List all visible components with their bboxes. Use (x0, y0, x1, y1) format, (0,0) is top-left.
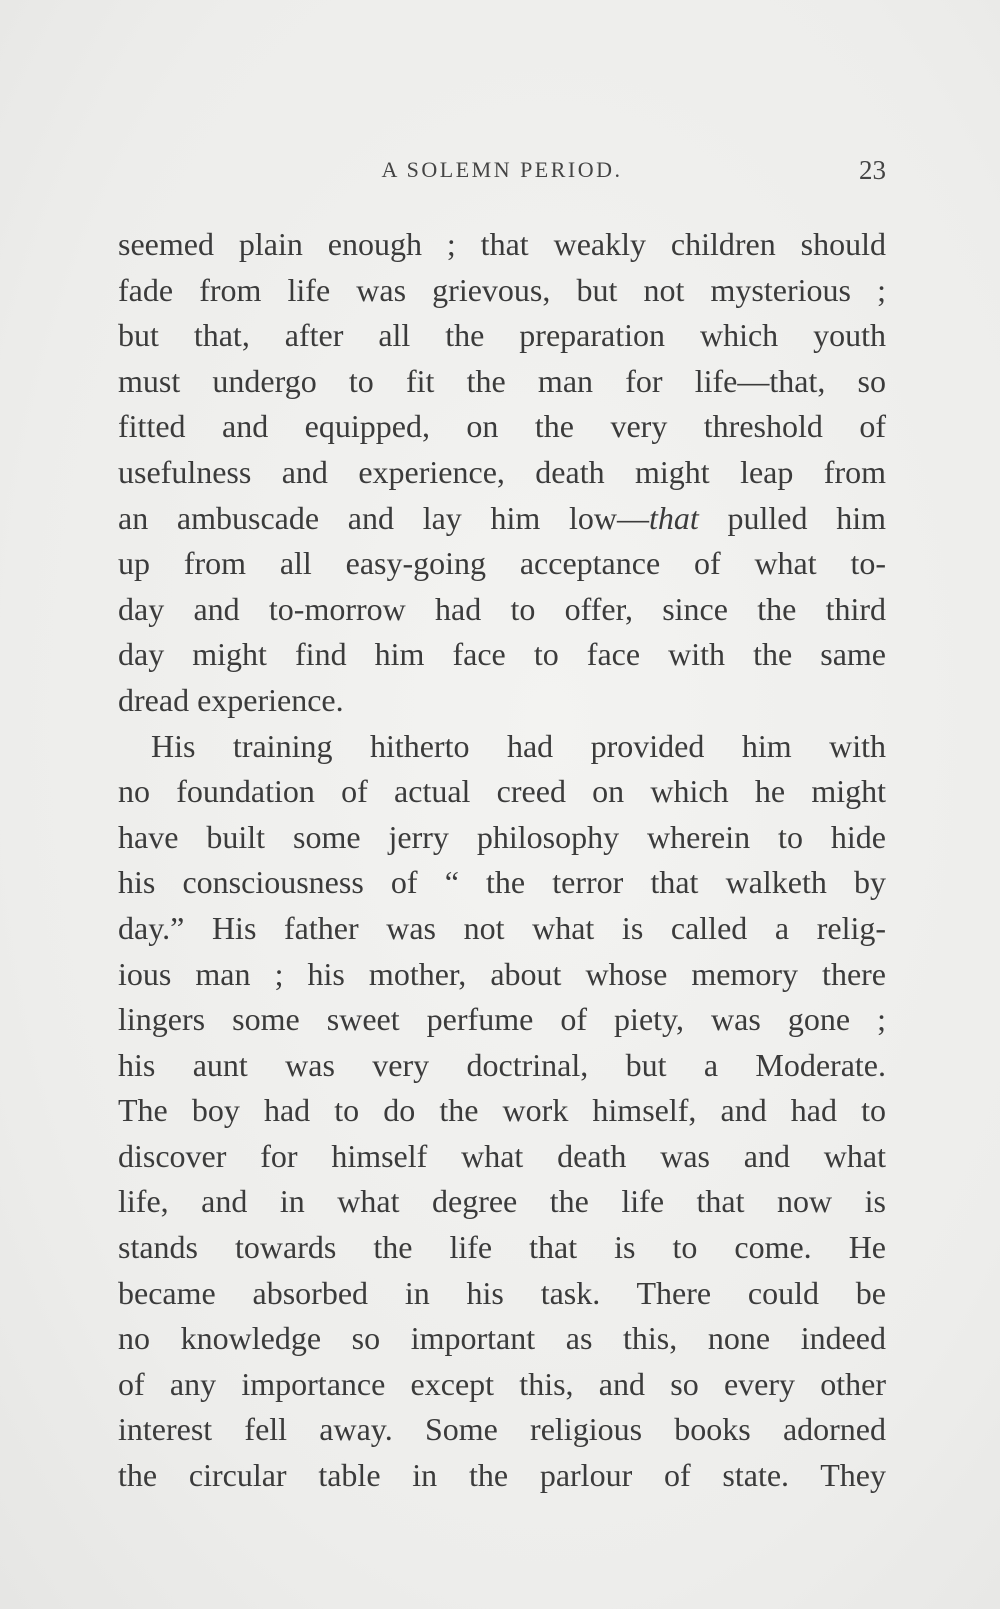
text-line: lingers some sweet perfume of piety, was gone ; (118, 1001, 886, 1038)
running-head (118, 152, 886, 188)
text-line: day.” His father was not what is called a relig- (118, 909, 886, 946)
body-text (118, 222, 886, 1499)
text-segment: pulled him (698, 499, 887, 536)
text-segment: an ambuscade and lay him low— (118, 499, 650, 536)
text-line: up from all easy-going acceptance of what to- (118, 545, 886, 582)
page-number: 23 (859, 155, 886, 185)
italic-emphasis: that (649, 499, 699, 536)
text-line: life, and in what degree the life that now is (118, 1183, 886, 1220)
text-line: of any importance except this, and so every other (118, 1365, 886, 1402)
text-line: no foundation of actual creed on which he might (118, 773, 886, 810)
text-line (118, 496, 886, 542)
text-line: have built some jerry philosophy wherein to hide (118, 818, 886, 855)
text-line: dread experience. (118, 681, 344, 718)
text-line: became absorbed in his task. There could be (118, 1274, 886, 1311)
text-line: no knowledge so important as this, none indeed (118, 1320, 886, 1357)
text-line: the circular table in the parlour of state. They (118, 1457, 886, 1494)
text-line: usefulness and experience, death might leap from (118, 453, 886, 490)
text-line: his aunt was very doctrinal, but a Moderate. (118, 1046, 886, 1083)
text-line: His training hitherto had provided him with (151, 727, 886, 764)
text-line: The boy had to do the work himself, and had to (118, 1092, 886, 1129)
text-line: seemed plain enough ; that weakly children should (118, 226, 886, 262)
text-line: must undergo to fit the man for life—that, so (118, 362, 886, 399)
text-line: stands towards the life that is to come. He (118, 1229, 886, 1266)
text-line: discover for himself what death was and what (118, 1137, 886, 1174)
text-line: day might find him face to face with the same (118, 636, 886, 673)
text-line: fade from life was grievous, but not mysterious ; (118, 271, 886, 308)
text-line: ious man ; his mother, about whose memory there (118, 955, 886, 992)
text-line: his consciousness of “ the terror that walketh by (118, 864, 886, 901)
text-line: fitted and equipped, on the very threshold of (118, 408, 886, 445)
text-line: interest fell away. Some religious books adorned (118, 1411, 886, 1448)
text-line: day and to-morrow had to offer, since the third (118, 590, 886, 627)
paragraph-1 (118, 222, 886, 724)
text-line: but that, after all the preparation which youth (118, 317, 886, 354)
running-title: A SOLEMN PERIOD. (381, 157, 623, 182)
paragraph-2 (118, 724, 886, 1499)
